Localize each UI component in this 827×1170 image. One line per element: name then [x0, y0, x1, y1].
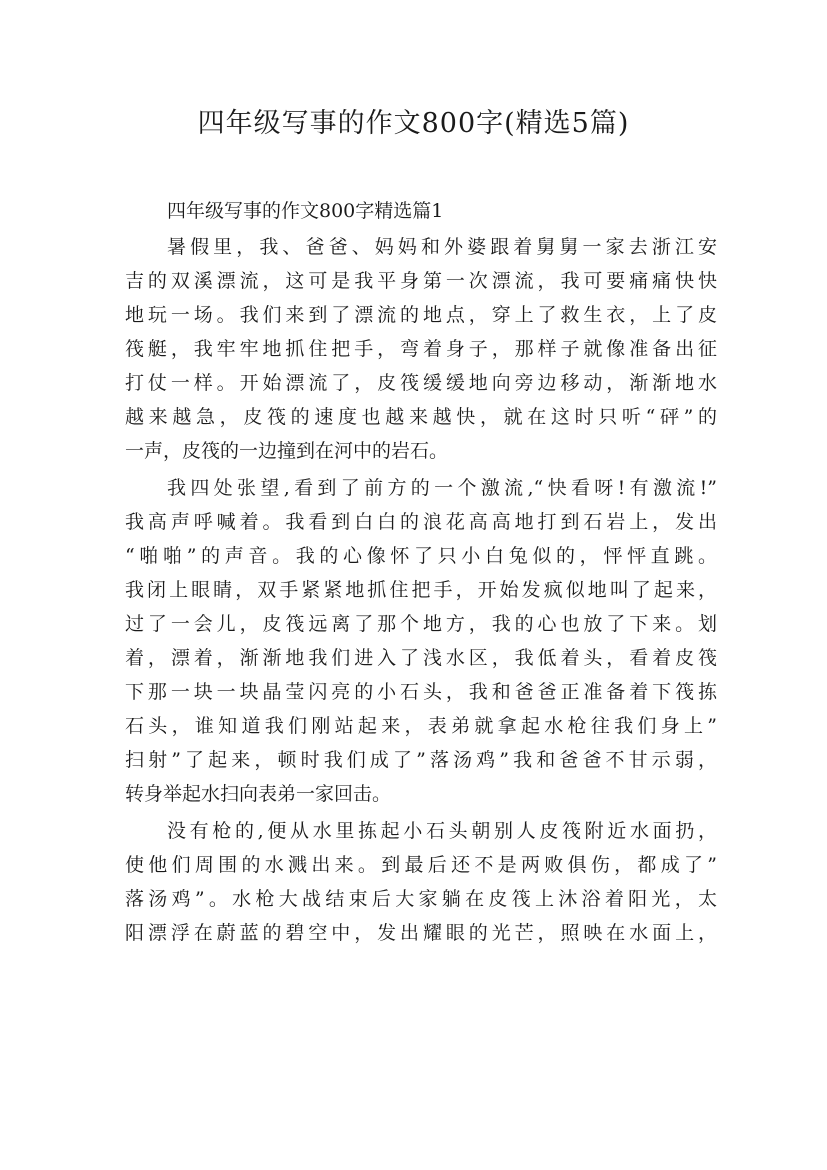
text-line: 我四处张望,看到了前方的一个激流,“快看呀!有激流!” [167, 477, 717, 499]
text-line: 阳漂浮在蔚蓝的碧空中，发出耀眼的光芒，照映在水面上， [125, 922, 717, 944]
text-line: 使他们周围的水溅出来。到最后还不是两败俱伤，都成了” [125, 854, 717, 876]
text-line: 着，漂着，渐渐地我们进入了浅水区，我低着头，看着皮筏 [125, 647, 717, 669]
text-line: 一声，皮筏的一边撞到在河中的岩石。 [125, 440, 449, 462]
text-line: 我闭上眼睛，双手紧紧地抓住把手，开始发疯似地叫了起来， [125, 579, 717, 601]
paragraph-2 [125, 471, 717, 811]
text-line: “啪啪”的声音。我的心像怀了只小白兔似的，怦怦直跳。 [125, 545, 717, 567]
paragraph-3 [125, 814, 717, 950]
text-line: 石头，谁知道我们刚站起来，表弟就拿起水枪往我们身上” [125, 715, 717, 737]
text-line: 打仗一样。开始漂流了，皮筏缓缓地向旁边移动，渐渐地水 [125, 372, 717, 394]
essay-body [125, 194, 717, 953]
essay-subtitle: 四年级写事的作文800字精选篇1 [167, 200, 444, 222]
text-line: 过了一会儿，皮筏远离了那个地方，我的心也放了下来。划 [125, 613, 717, 635]
document-title: 四年级写事的作文800字(精选5篇) [197, 108, 630, 139]
text-line: 扫射”了起来，顿时我们成了”落汤鸡”我和爸爸不甘示弱， [125, 749, 717, 771]
text-line: 吉的双溪漂流，这可是我平身第一次漂流，我可要痛痛快快 [125, 270, 717, 292]
text-line: 地玩一场。我们来到了漂流的地点，穿上了救生衣，上了皮 [125, 304, 717, 326]
paragraph-1 [125, 230, 717, 468]
text-line: 我高声呼喊着。我看到白白的浪花高高地打到石岩上，发出 [125, 511, 717, 533]
text-line: 筏艇，我牢牢地抓住把手，弯着身子，那样子就像准备出征 [125, 338, 717, 360]
text-line: 转身举起水扫向表弟一家回击。 [125, 783, 392, 805]
text-line: 落汤鸡”。水枪大战结束后大家躺在皮筏上沐浴着阳光，太 [125, 888, 717, 910]
text-line: 没有枪的,便从水里拣起小石头朝别人皮筏附近水面扔， [167, 820, 717, 842]
text-line: 越来越急，皮筏的速度也越来越快，就在这时只听“砰”的 [125, 406, 717, 428]
text-line: 暑假里，我、爸爸、妈妈和外婆跟着舅舅一家去浙江安 [167, 236, 717, 258]
text-line: 下那一块一块晶莹闪亮的小石头，我和爸爸正准备着下筏拣 [125, 681, 717, 703]
